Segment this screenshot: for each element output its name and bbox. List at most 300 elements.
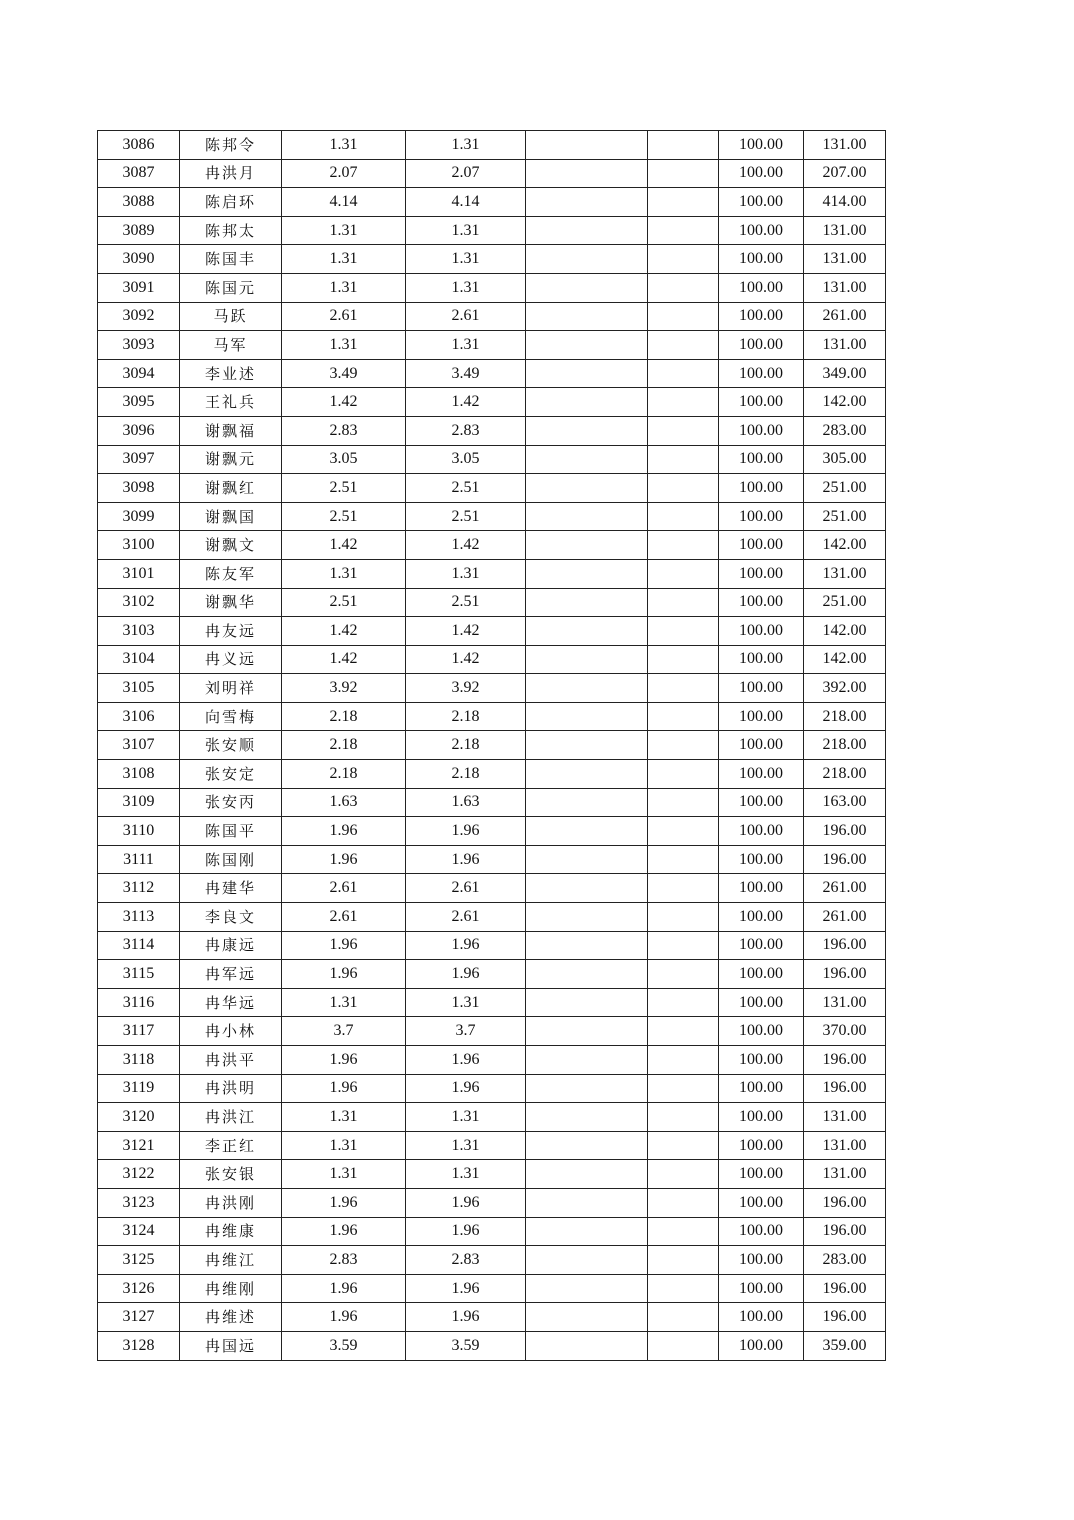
cell-amount: 196.00 (804, 1074, 886, 1103)
table-row (98, 531, 886, 560)
cell-name: 张安银 (180, 1160, 282, 1189)
cell-serial-number: 3105 (98, 674, 180, 703)
cell-empty-c (526, 731, 648, 760)
cell-empty-d (648, 702, 719, 731)
cell-name: 冉洪明 (180, 1074, 282, 1103)
cell-empty-d (648, 359, 719, 388)
cell-value-a: 2.07 (282, 159, 406, 188)
table-row (98, 502, 886, 531)
cell-serial-number: 3098 (98, 474, 180, 503)
cell-empty-c (526, 1131, 648, 1160)
table-row (98, 788, 886, 817)
cell-value-a: 1.31 (282, 559, 406, 588)
cell-serial-number: 3091 (98, 273, 180, 302)
cell-value-a: 2.61 (282, 874, 406, 903)
cell-serial-number: 3093 (98, 331, 180, 360)
table-row (98, 674, 886, 703)
cell-name: 马军 (180, 331, 282, 360)
cell-value-a: 1.96 (282, 1274, 406, 1303)
cell-value-a: 1.31 (282, 245, 406, 274)
cell-value-a: 1.96 (282, 1188, 406, 1217)
cell-amount: 131.00 (804, 131, 886, 160)
cell-empty-d (648, 817, 719, 846)
cell-value-b: 1.96 (406, 845, 526, 874)
cell-empty-c (526, 131, 648, 160)
cell-empty-c (526, 559, 648, 588)
cell-rate: 100.00 (719, 1246, 804, 1275)
cell-name: 陈国丰 (180, 245, 282, 274)
cell-rate: 100.00 (719, 903, 804, 932)
cell-rate: 100.00 (719, 1160, 804, 1189)
cell-value-a: 3.59 (282, 1331, 406, 1360)
cell-value-a: 2.83 (282, 1246, 406, 1275)
cell-value-a: 2.18 (282, 731, 406, 760)
cell-empty-d (648, 1303, 719, 1332)
cell-empty-c (526, 1274, 648, 1303)
cell-empty-d (648, 131, 719, 160)
cell-serial-number: 3119 (98, 1074, 180, 1103)
cell-rate: 100.00 (719, 1303, 804, 1332)
cell-name: 谢飘元 (180, 445, 282, 474)
cell-value-b: 1.96 (406, 1274, 526, 1303)
table-row (98, 1046, 886, 1075)
cell-value-a: 1.96 (282, 931, 406, 960)
cell-value-b: 1.31 (406, 1160, 526, 1189)
cell-empty-d (648, 416, 719, 445)
table-row (98, 1074, 886, 1103)
cell-empty-c (526, 216, 648, 245)
cell-name: 冉维康 (180, 1217, 282, 1246)
cell-name: 冉国远 (180, 1331, 282, 1360)
cell-value-b: 1.31 (406, 1103, 526, 1132)
cell-empty-d (648, 645, 719, 674)
cell-serial-number: 3092 (98, 302, 180, 331)
cell-value-b: 1.31 (406, 1131, 526, 1160)
cell-rate: 100.00 (719, 1217, 804, 1246)
cell-value-b: 1.96 (406, 931, 526, 960)
cell-empty-c (526, 188, 648, 217)
table-row (98, 645, 886, 674)
cell-value-a: 1.96 (282, 817, 406, 846)
cell-empty-d (648, 1103, 719, 1132)
cell-name: 冉友远 (180, 617, 282, 646)
cell-amount: 142.00 (804, 388, 886, 417)
cell-rate: 100.00 (719, 1274, 804, 1303)
cell-empty-d (648, 1131, 719, 1160)
cell-amount: 218.00 (804, 760, 886, 789)
cell-empty-d (648, 559, 719, 588)
table-row (98, 416, 886, 445)
table-row (98, 131, 886, 160)
table-row (98, 702, 886, 731)
cell-value-b: 2.61 (406, 874, 526, 903)
cell-rate: 100.00 (719, 674, 804, 703)
table-row (98, 1131, 886, 1160)
cell-name: 谢飘福 (180, 416, 282, 445)
cell-empty-d (648, 302, 719, 331)
cell-empty-c (526, 1046, 648, 1075)
cell-empty-c (526, 331, 648, 360)
cell-empty-d (648, 331, 719, 360)
cell-value-a: 2.83 (282, 416, 406, 445)
cell-rate: 100.00 (719, 474, 804, 503)
cell-value-b: 2.83 (406, 416, 526, 445)
table-row (98, 731, 886, 760)
cell-empty-d (648, 845, 719, 874)
cell-amount: 131.00 (804, 1160, 886, 1189)
cell-value-b: 2.51 (406, 502, 526, 531)
cell-serial-number: 3096 (98, 416, 180, 445)
cell-amount: 131.00 (804, 1131, 886, 1160)
cell-amount: 131.00 (804, 245, 886, 274)
table-row (98, 874, 886, 903)
cell-rate: 100.00 (719, 788, 804, 817)
table-row (98, 1331, 886, 1360)
cell-rate: 100.00 (719, 988, 804, 1017)
cell-name: 冉维刚 (180, 1274, 282, 1303)
cell-name: 冉军远 (180, 960, 282, 989)
cell-empty-c (526, 502, 648, 531)
table-row (98, 559, 886, 588)
cell-value-b: 1.31 (406, 216, 526, 245)
cell-value-b: 1.63 (406, 788, 526, 817)
cell-empty-d (648, 731, 719, 760)
table-row (98, 302, 886, 331)
cell-name: 冉康远 (180, 931, 282, 960)
cell-value-a: 2.18 (282, 760, 406, 789)
cell-serial-number: 3090 (98, 245, 180, 274)
cell-rate: 100.00 (719, 188, 804, 217)
cell-value-a: 1.42 (282, 645, 406, 674)
cell-empty-c (526, 273, 648, 302)
cell-value-a: 2.51 (282, 588, 406, 617)
cell-serial-number: 3114 (98, 931, 180, 960)
cell-empty-c (526, 245, 648, 274)
cell-empty-d (648, 1331, 719, 1360)
cell-serial-number: 3094 (98, 359, 180, 388)
cell-value-b: 1.31 (406, 131, 526, 160)
cell-empty-c (526, 702, 648, 731)
cell-name: 冉建华 (180, 874, 282, 903)
cell-rate: 100.00 (719, 588, 804, 617)
cell-rate: 100.00 (719, 1017, 804, 1046)
cell-empty-c (526, 931, 648, 960)
cell-amount: 305.00 (804, 445, 886, 474)
cell-amount: 196.00 (804, 1046, 886, 1075)
cell-name: 李良文 (180, 903, 282, 932)
cell-name: 冉小林 (180, 1017, 282, 1046)
cell-value-a: 1.63 (282, 788, 406, 817)
cell-amount: 283.00 (804, 1246, 886, 1275)
cell-amount: 207.00 (804, 159, 886, 188)
cell-amount: 414.00 (804, 188, 886, 217)
cell-serial-number: 3116 (98, 988, 180, 1017)
cell-value-a: 3.49 (282, 359, 406, 388)
cell-amount: 142.00 (804, 645, 886, 674)
cell-serial-number: 3100 (98, 531, 180, 560)
data-table (97, 130, 886, 1361)
cell-empty-c (526, 760, 648, 789)
table-row (98, 588, 886, 617)
cell-value-b: 1.96 (406, 817, 526, 846)
cell-value-b: 2.51 (406, 474, 526, 503)
table-row (98, 1303, 886, 1332)
cell-amount: 131.00 (804, 559, 886, 588)
cell-empty-d (648, 1074, 719, 1103)
cell-serial-number: 3102 (98, 588, 180, 617)
cell-name: 王礼兵 (180, 388, 282, 417)
cell-rate: 100.00 (719, 302, 804, 331)
cell-serial-number: 3106 (98, 702, 180, 731)
table-row (98, 474, 886, 503)
table-row (98, 1188, 886, 1217)
table-body (98, 131, 886, 1361)
cell-rate: 100.00 (719, 273, 804, 302)
cell-rate: 100.00 (719, 731, 804, 760)
cell-empty-d (648, 1017, 719, 1046)
cell-rate: 100.00 (719, 159, 804, 188)
cell-serial-number: 3109 (98, 788, 180, 817)
cell-empty-d (648, 531, 719, 560)
cell-amount: 196.00 (804, 1274, 886, 1303)
cell-rate: 100.00 (719, 359, 804, 388)
cell-value-b: 1.96 (406, 1074, 526, 1103)
cell-empty-d (648, 502, 719, 531)
cell-value-b: 3.05 (406, 445, 526, 474)
cell-serial-number: 3128 (98, 1331, 180, 1360)
cell-empty-d (648, 931, 719, 960)
cell-empty-c (526, 1160, 648, 1189)
cell-serial-number: 3124 (98, 1217, 180, 1246)
cell-empty-d (648, 617, 719, 646)
cell-rate: 100.00 (719, 416, 804, 445)
cell-empty-c (526, 531, 648, 560)
cell-empty-d (648, 159, 719, 188)
cell-value-a: 1.31 (282, 331, 406, 360)
cell-serial-number: 3088 (98, 188, 180, 217)
cell-value-a: 1.42 (282, 531, 406, 560)
cell-rate: 100.00 (719, 1103, 804, 1132)
cell-serial-number: 3125 (98, 1246, 180, 1275)
table-row (98, 817, 886, 846)
cell-rate: 100.00 (719, 845, 804, 874)
cell-rate: 100.00 (719, 531, 804, 560)
cell-value-a: 1.42 (282, 617, 406, 646)
cell-amount: 131.00 (804, 216, 886, 245)
cell-empty-c (526, 1103, 648, 1132)
cell-value-a: 1.31 (282, 1103, 406, 1132)
cell-value-a: 1.96 (282, 845, 406, 874)
table-row (98, 903, 886, 932)
table-row (98, 617, 886, 646)
cell-serial-number: 3122 (98, 1160, 180, 1189)
cell-amount: 131.00 (804, 331, 886, 360)
cell-empty-d (648, 1160, 719, 1189)
cell-empty-d (648, 245, 719, 274)
cell-amount: 196.00 (804, 1303, 886, 1332)
cell-rate: 100.00 (719, 817, 804, 846)
cell-value-b: 1.96 (406, 1188, 526, 1217)
cell-value-b: 2.83 (406, 1246, 526, 1275)
cell-name: 刘明祥 (180, 674, 282, 703)
cell-amount: 131.00 (804, 273, 886, 302)
cell-amount: 349.00 (804, 359, 886, 388)
cell-name: 向雪梅 (180, 702, 282, 731)
cell-value-b: 3.92 (406, 674, 526, 703)
cell-amount: 131.00 (804, 988, 886, 1017)
cell-value-a: 1.96 (282, 1046, 406, 1075)
cell-amount: 218.00 (804, 702, 886, 731)
cell-rate: 100.00 (719, 874, 804, 903)
cell-name: 陈国刚 (180, 845, 282, 874)
cell-value-b: 2.18 (406, 731, 526, 760)
cell-serial-number: 3112 (98, 874, 180, 903)
cell-amount: 370.00 (804, 1017, 886, 1046)
cell-empty-c (526, 302, 648, 331)
cell-empty-c (526, 474, 648, 503)
cell-empty-d (648, 588, 719, 617)
cell-value-b: 2.51 (406, 588, 526, 617)
cell-amount: 196.00 (804, 817, 886, 846)
cell-value-a: 1.96 (282, 1217, 406, 1246)
cell-value-a: 1.96 (282, 1303, 406, 1332)
cell-name: 谢飘国 (180, 502, 282, 531)
cell-name: 李正红 (180, 1131, 282, 1160)
cell-empty-c (526, 874, 648, 903)
cell-empty-d (648, 388, 719, 417)
cell-value-b: 1.96 (406, 1303, 526, 1332)
cell-value-b: 1.31 (406, 331, 526, 360)
cell-value-b: 1.31 (406, 273, 526, 302)
cell-name: 冉华远 (180, 988, 282, 1017)
cell-rate: 100.00 (719, 1331, 804, 1360)
cell-value-b: 3.59 (406, 1331, 526, 1360)
cell-rate: 100.00 (719, 702, 804, 731)
cell-amount: 261.00 (804, 874, 886, 903)
cell-value-a: 3.7 (282, 1017, 406, 1046)
table-row (98, 188, 886, 217)
cell-serial-number: 3086 (98, 131, 180, 160)
cell-empty-c (526, 1331, 648, 1360)
cell-serial-number: 3111 (98, 845, 180, 874)
cell-value-b: 1.96 (406, 960, 526, 989)
table-row (98, 216, 886, 245)
cell-empty-c (526, 1217, 648, 1246)
cell-empty-c (526, 988, 648, 1017)
cell-value-a: 2.61 (282, 302, 406, 331)
cell-value-b: 2.07 (406, 159, 526, 188)
cell-empty-d (648, 1046, 719, 1075)
cell-rate: 100.00 (719, 760, 804, 789)
cell-amount: 359.00 (804, 1331, 886, 1360)
cell-name: 陈友军 (180, 559, 282, 588)
cell-value-b: 4.14 (406, 188, 526, 217)
cell-rate: 100.00 (719, 331, 804, 360)
cell-value-b: 1.42 (406, 531, 526, 560)
cell-rate: 100.00 (719, 1188, 804, 1217)
cell-serial-number: 3113 (98, 903, 180, 932)
cell-serial-number: 3118 (98, 1046, 180, 1075)
cell-value-a: 2.51 (282, 502, 406, 531)
cell-value-b: 2.18 (406, 760, 526, 789)
cell-rate: 100.00 (719, 1131, 804, 1160)
cell-name: 陈启环 (180, 188, 282, 217)
table-row (98, 159, 886, 188)
cell-name: 陈邦令 (180, 131, 282, 160)
cell-amount: 251.00 (804, 474, 886, 503)
cell-empty-c (526, 388, 648, 417)
cell-serial-number: 3095 (98, 388, 180, 417)
cell-value-b: 1.31 (406, 559, 526, 588)
cell-amount: 196.00 (804, 931, 886, 960)
cell-serial-number: 3108 (98, 760, 180, 789)
cell-empty-c (526, 1303, 648, 1332)
cell-value-b: 3.7 (406, 1017, 526, 1046)
cell-rate: 100.00 (719, 388, 804, 417)
table-row (98, 988, 886, 1017)
cell-name: 张安顺 (180, 731, 282, 760)
cell-value-a: 2.18 (282, 702, 406, 731)
table-row (98, 1103, 886, 1132)
cell-value-a: 3.05 (282, 445, 406, 474)
cell-rate: 100.00 (719, 1074, 804, 1103)
cell-name: 陈国平 (180, 817, 282, 846)
table-row (98, 273, 886, 302)
table-row (98, 1160, 886, 1189)
cell-rate: 100.00 (719, 131, 804, 160)
cell-amount: 196.00 (804, 1188, 886, 1217)
cell-name: 张安丙 (180, 788, 282, 817)
cell-name: 冉洪月 (180, 159, 282, 188)
cell-serial-number: 3121 (98, 1131, 180, 1160)
cell-empty-d (648, 760, 719, 789)
cell-name: 冉洪江 (180, 1103, 282, 1132)
cell-name: 冉洪平 (180, 1046, 282, 1075)
cell-value-b: 1.31 (406, 245, 526, 274)
cell-amount: 196.00 (804, 960, 886, 989)
cell-empty-c (526, 1246, 648, 1275)
cell-serial-number: 3103 (98, 617, 180, 646)
cell-value-b: 1.42 (406, 645, 526, 674)
cell-amount: 283.00 (804, 416, 886, 445)
cell-amount: 261.00 (804, 302, 886, 331)
cell-serial-number: 3110 (98, 817, 180, 846)
cell-empty-d (648, 1246, 719, 1275)
cell-empty-c (526, 903, 648, 932)
cell-value-b: 1.42 (406, 388, 526, 417)
cell-empty-c (526, 788, 648, 817)
cell-name: 谢飘文 (180, 531, 282, 560)
cell-value-a: 1.31 (282, 1131, 406, 1160)
cell-name: 谢飘华 (180, 588, 282, 617)
cell-name: 陈国元 (180, 273, 282, 302)
cell-amount: 218.00 (804, 731, 886, 760)
cell-value-a: 4.14 (282, 188, 406, 217)
cell-empty-c (526, 1188, 648, 1217)
cell-serial-number: 3097 (98, 445, 180, 474)
cell-value-b: 2.61 (406, 302, 526, 331)
cell-serial-number: 3087 (98, 159, 180, 188)
cell-rate: 100.00 (719, 445, 804, 474)
cell-value-a: 1.96 (282, 960, 406, 989)
cell-empty-d (648, 988, 719, 1017)
cell-amount: 251.00 (804, 502, 886, 531)
cell-name: 马跃 (180, 302, 282, 331)
table-row (98, 359, 886, 388)
cell-serial-number: 3126 (98, 1274, 180, 1303)
cell-value-b: 1.96 (406, 1046, 526, 1075)
cell-amount: 251.00 (804, 588, 886, 617)
